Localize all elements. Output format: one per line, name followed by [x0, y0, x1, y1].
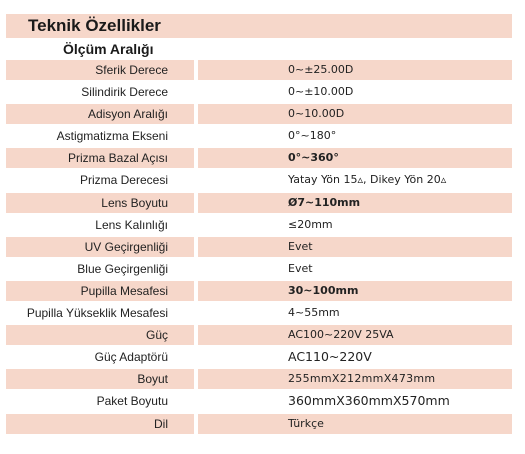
spec-row: [6, 347, 512, 367]
spec-table: [6, 60, 512, 436]
spec-label: Paket Boyutu: [96, 394, 168, 409]
spec-label: Lens Kalınlığı: [95, 217, 168, 232]
spec-row: [6, 414, 512, 434]
title-band: [6, 14, 512, 38]
spec-value: Yatay Yön 15▵, Dikey Yön 20▵: [288, 173, 447, 187]
spec-value: AC100~220V 25VA: [198, 325, 512, 345]
spec-row: [6, 104, 512, 124]
spec-row: [6, 259, 512, 279]
spec-label: Güç: [6, 325, 194, 345]
spec-label: Güç Adaptörü: [94, 350, 168, 365]
spec-row: [6, 60, 512, 80]
spec-value: Evet: [198, 237, 512, 257]
spec-value: 0~±25.00D: [198, 60, 512, 80]
spec-value: 0~10.00D: [198, 104, 512, 124]
spec-value: Evet: [288, 261, 313, 275]
spec-label: Silindirik Derece: [81, 85, 168, 100]
spec-row: [6, 170, 512, 190]
spec-row: [6, 391, 512, 411]
spec-row: [6, 126, 512, 146]
spec-value: 4~55mm: [288, 306, 340, 320]
spec-value: ≤20mm: [288, 217, 333, 231]
spec-label: Blue Geçirgenliği: [77, 261, 168, 276]
spec-value: 30~100mm: [198, 281, 512, 301]
spec-label: UV Geçirgenliği: [6, 237, 194, 257]
spec-value: 360mmX360mmX570mm: [288, 393, 450, 409]
spec-value: 255mmX212mmX473mm: [198, 369, 512, 389]
spec-label: Adisyon Aralığı: [6, 104, 194, 124]
spec-label: Pupilla Yükseklik Mesafesi: [26, 306, 168, 321]
spec-row: [6, 325, 512, 345]
page-title: Teknik Özellikler: [28, 16, 161, 35]
spec-label: Lens Boyutu: [6, 193, 194, 213]
spec-label: Pupilla Mesafesi: [6, 281, 194, 301]
spec-label: Prizma Derecesi: [79, 173, 168, 188]
spec-value: AC110~220V: [288, 349, 372, 365]
spec-value: 0°~180°: [288, 129, 337, 143]
spec-row: [6, 281, 512, 301]
spec-row: [6, 148, 512, 168]
spec-value: Ø7~110mm: [198, 193, 512, 213]
spec-row: [6, 303, 512, 323]
spec-label: Dil: [6, 414, 194, 434]
spec-row: [6, 369, 512, 389]
spec-row: [6, 82, 512, 102]
spec-value: 0~±10.00D: [288, 85, 354, 99]
spec-row: [6, 237, 512, 257]
spec-row: [6, 193, 512, 213]
spec-label: Boyut: [6, 369, 194, 389]
spec-value: Türkçe: [198, 414, 512, 434]
spec-label: Prizma Bazal Açısı: [6, 148, 194, 168]
section-heading: Ölçüm Aralığı: [63, 41, 154, 57]
spec-row: [6, 215, 512, 235]
spec-value: 0°~360°: [198, 148, 512, 168]
spec-label: Sferik Derece: [6, 60, 194, 80]
spec-label: Astigmatizma Ekseni: [56, 129, 168, 144]
